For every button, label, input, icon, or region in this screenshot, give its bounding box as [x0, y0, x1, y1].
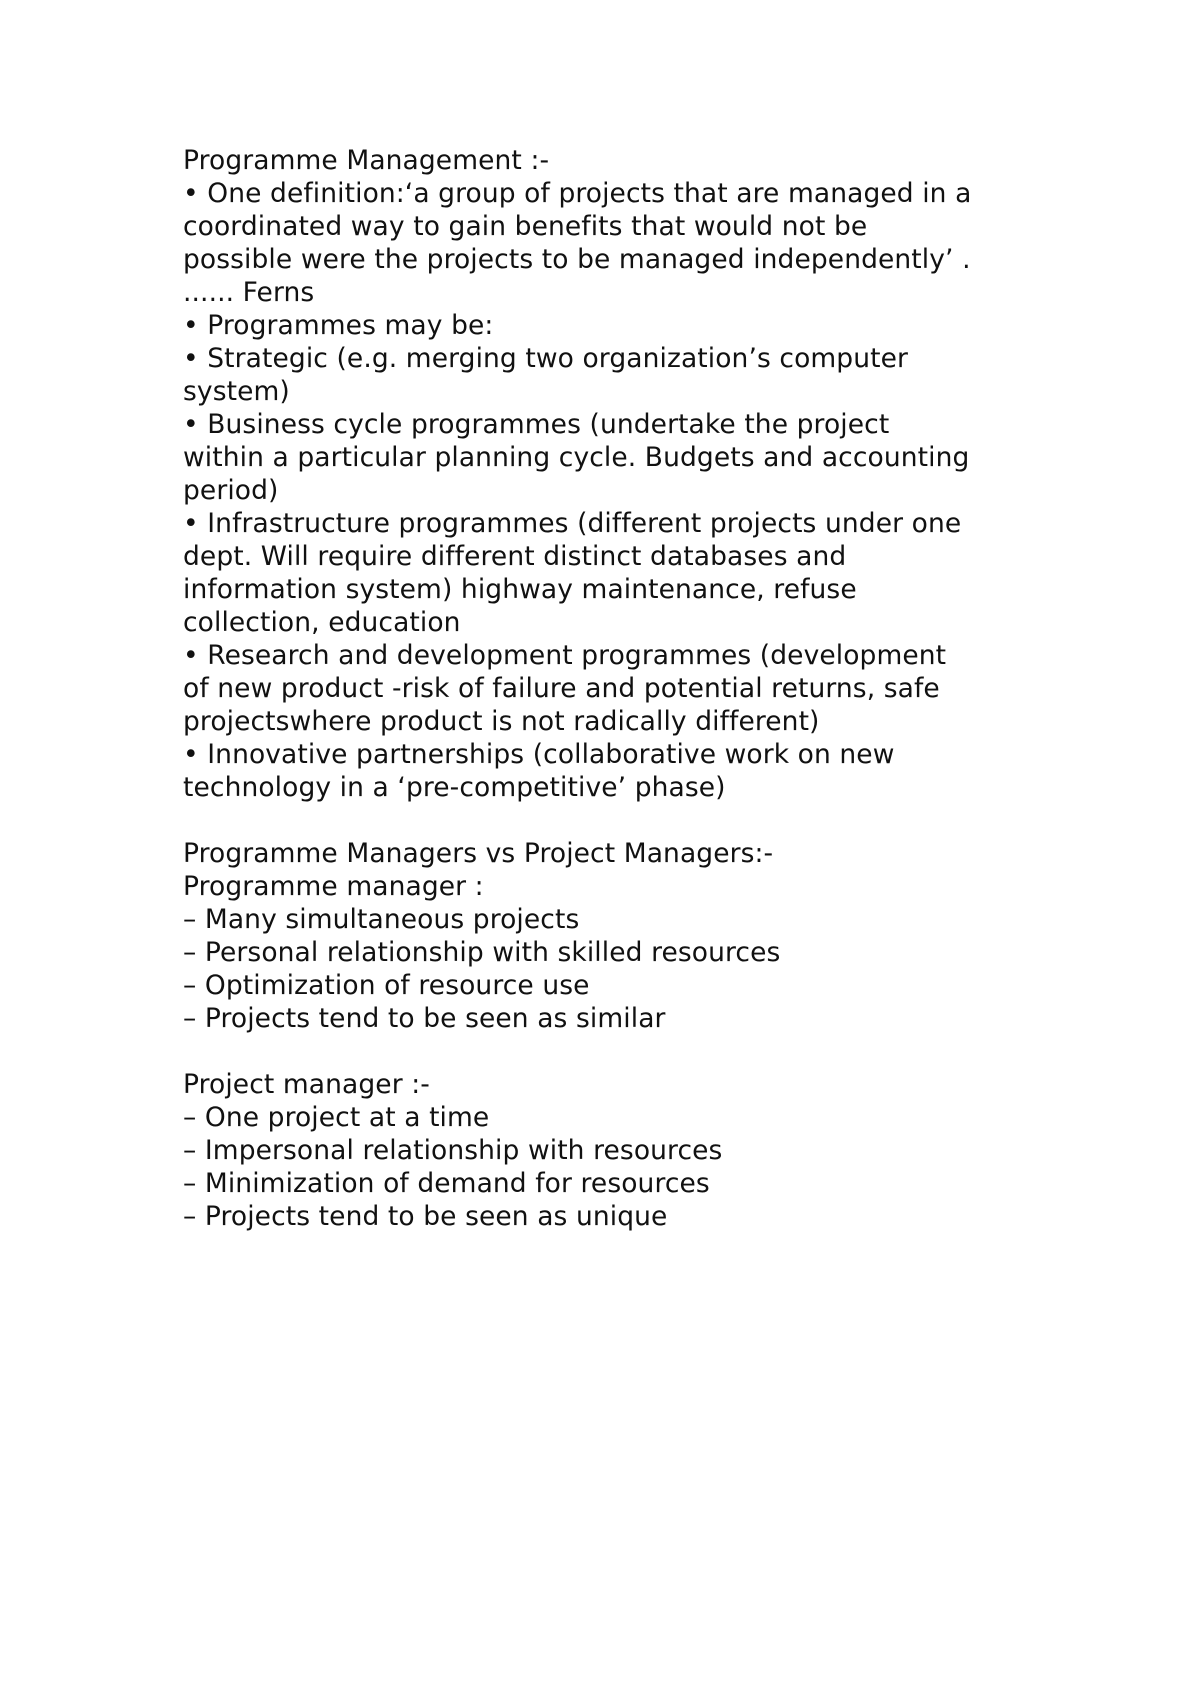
spacer [183, 804, 1063, 837]
text-line: collection, education [183, 607, 461, 638]
text-line: of new product -risk of failure and potential returns, safe [183, 673, 940, 704]
list-item: – Many simultaneous projects [183, 904, 580, 935]
text-line: within a particular planning cycle. Budgets and accounting [183, 442, 970, 473]
text-line: • Strategic (e.g. merging two organization’s computer [183, 343, 909, 374]
text-line: • Innovative partnerships (collaborative work on new [183, 739, 895, 770]
list-item: – One project at a time [183, 1102, 490, 1133]
text-line: possible were the projects to be managed independently’ . [183, 244, 971, 275]
list-item: – Projects tend to be seen as unique [183, 1201, 668, 1232]
text-line: technology in a ‘pre-competitive’ phase) [183, 772, 726, 803]
text-line: • Business cycle programmes (undertake the project [183, 409, 890, 440]
text-line: • Programmes may be: [183, 310, 494, 341]
list-item: – Projects tend to be seen as similar [183, 1003, 666, 1034]
text-line: • Infrastructure programmes (different projects under one [183, 508, 962, 539]
spacer [183, 1035, 1063, 1068]
text-line: • One definition:‘a group of projects that are managed in a [183, 178, 972, 209]
text-line: coordinated way to gain benefits that would not be [183, 211, 868, 242]
text-line: period) [183, 475, 279, 506]
list-item: – Minimization of demand for resources [183, 1168, 710, 1199]
list-item: – Personal relationship with skilled resources [183, 937, 781, 968]
text-line: projectswhere product is not radically different) [183, 706, 820, 737]
text-line: information system) highway maintenance, refuse [183, 574, 857, 605]
text-line: dept. Will require different distinct databases and [183, 541, 847, 572]
section-heading-managers-comparison: Programme Managers vs Project Managers:- [183, 838, 774, 869]
list-item: – Impersonal relationship with resources [183, 1135, 723, 1166]
section-heading-project-manager: Project manager :- [183, 1069, 430, 1100]
text-line: ...... Ferns [183, 277, 315, 308]
subheading-programme-manager: Programme manager : [183, 871, 484, 902]
document-page [183, 144, 1063, 1233]
text-line: • Research and development programmes (development [183, 640, 947, 671]
text-line: system) [183, 376, 290, 407]
section-heading-programme-management: Programme Management :- [183, 145, 550, 176]
list-item: – Optimization of resource use [183, 970, 590, 1001]
